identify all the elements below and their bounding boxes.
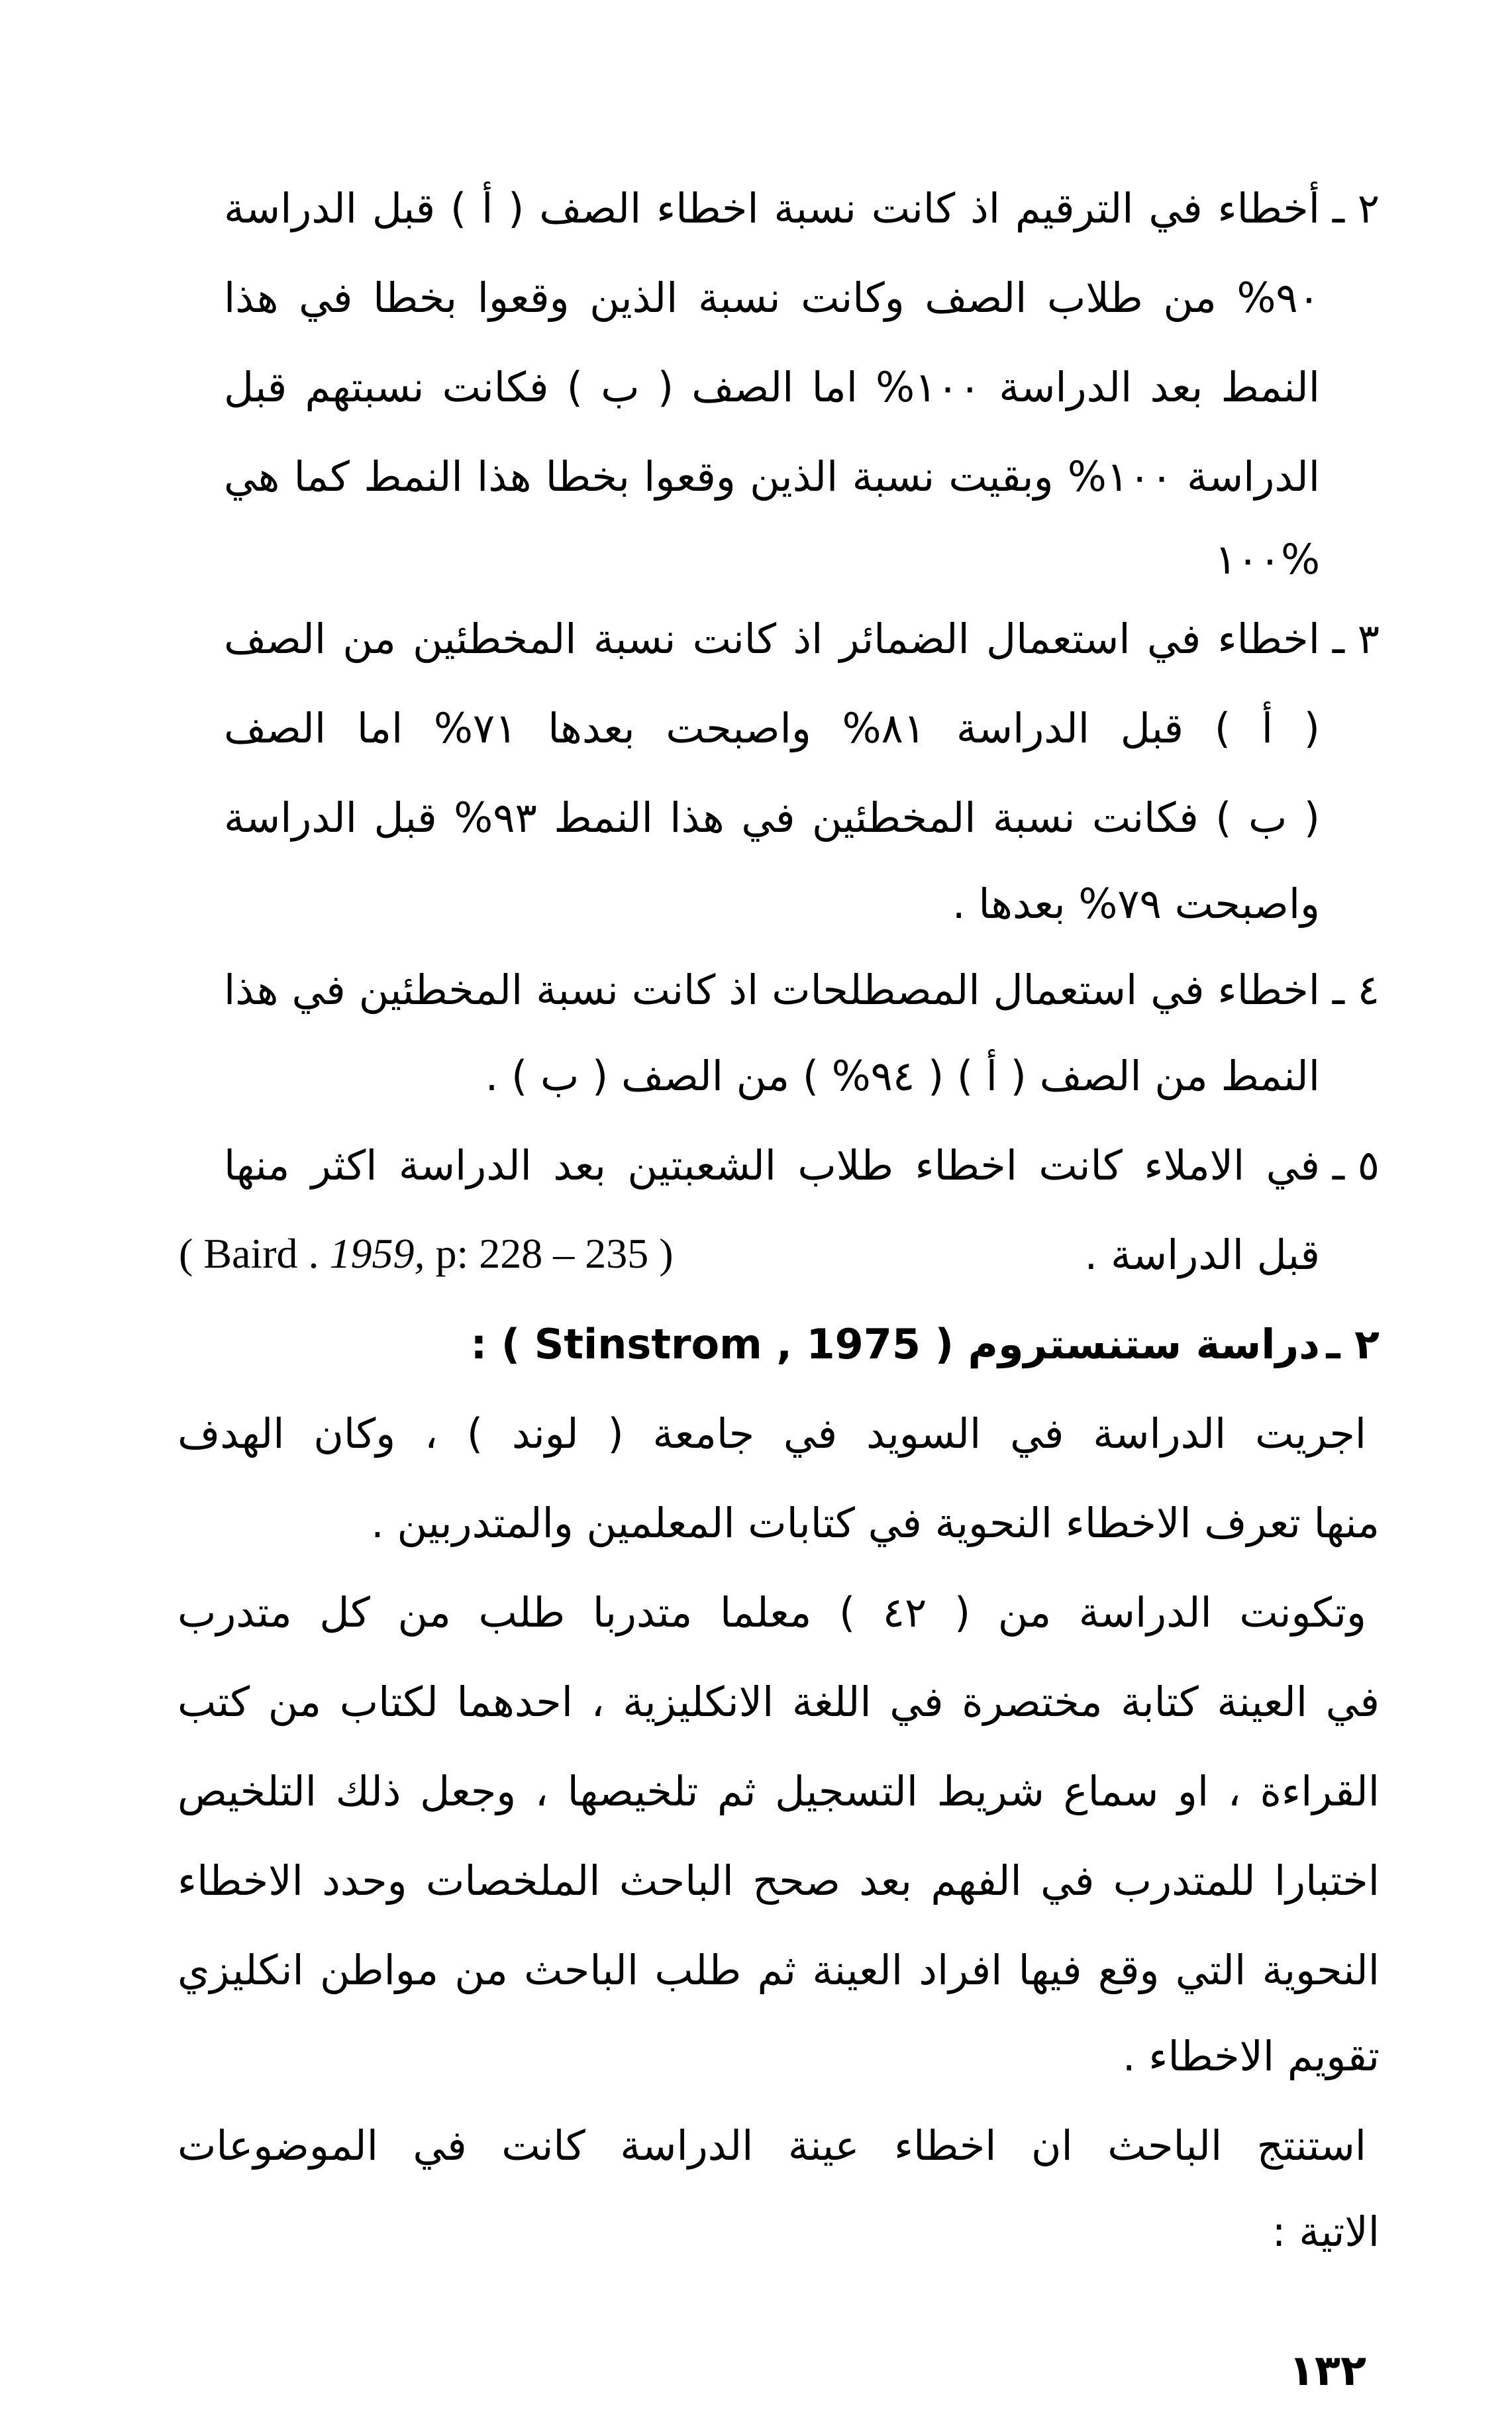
paragraph-line: تقويم الاخطاء . xyxy=(1122,2032,1380,2080)
item-line: ٩٠% من طلاب الصف وكانت نسبة الذين وقعوا بخطا في هذا xyxy=(224,274,1320,322)
paragraph-line: منها تعرف الاخطاء النحوية في كتابات المعلمين والمتدربين . xyxy=(371,1499,1380,1547)
item-line: ( ب ) فكانت نسبة المخطئين في هذا النمط ٩٣% قبل الدراسة xyxy=(224,793,1320,842)
item-line: اخطاء في استعمال الضمائر اذ كانت نسبة المخطئين من الصف xyxy=(224,615,1320,663)
item-line: النمط من الصف ( أ ) ( ٩٤% ) من الصف ( ب ) . xyxy=(485,1052,1320,1100)
paragraph-line: استنتج الباحث ان اخطاء عينة الدراسة كانت في الموضوعات xyxy=(177,2121,1366,2170)
citation xyxy=(179,1224,674,1284)
paragraph-line: القراءة ، او سماع شريط التسجيل ثم تلخيصها ، وجعل ذلك التلخيص xyxy=(177,1767,1380,1815)
item-line: أخطاء في الترقيم اذ كانت نسبة اخطاء الصف ( أ ) قبل الدراسة xyxy=(224,184,1320,232)
citation-open: ( Baird . xyxy=(179,1230,330,1277)
item-line: واصبحت ٧٩% بعدها . xyxy=(952,880,1320,928)
citation-year: 1959, xyxy=(329,1230,425,1277)
paragraph-line: الاتية : xyxy=(1272,2207,1380,2256)
paragraph-line: وتكونت الدراسة من ( ٤٢ ) معلما متدربا طلب من كل متدرب xyxy=(177,1588,1366,1637)
item-line: اخطاء في استعمال المصطلحات اذ كانت نسبة المخطئين في هذا xyxy=(224,966,1320,1014)
item-number: ٥ ـ xyxy=(1332,1141,1380,1190)
item-number: ٢ ـ xyxy=(1332,184,1380,232)
paragraph-line: في العينة كتابة مختصرة في اللغة الانكليزية ، احدهما لكتاب من كتب xyxy=(177,1678,1380,1726)
item-line: في الاملاء كانت اخطاء طلاب الشعبتين بعد الدراسة اكثر منها xyxy=(224,1141,1320,1190)
paragraph-line: النحوية التي وقع فيها افراد العينة ثم طلب الباحث من مواطن انكليزي xyxy=(177,1946,1380,1994)
citation-pages: p: 228 – 235 ) xyxy=(425,1230,674,1277)
heading-number: ٢ ـ xyxy=(1326,1320,1380,1368)
item-line: النمط بعد الدراسة ١٠٠% اما الصف ( ب ) فكانت نسبتهم قبل xyxy=(224,363,1320,411)
item-line: ( أ ) قبل الدراسة ٨١% واصبحت بعدها ٧١% اما الصف xyxy=(224,704,1320,752)
item-line: الدراسة ١٠٠% وبقيت نسبة الذين وقعوا بخطا هذا النمط كما هي xyxy=(224,452,1320,501)
paragraph-line: اجريت الدراسة في السويد في جامعة ( لوند ) ، وكان الهدف xyxy=(177,1409,1366,1458)
section-heading: دراسة ستنستروم ( Stinstrom , 1975 ) : xyxy=(470,1320,1320,1368)
item-line: ١٠٠% xyxy=(1215,535,1320,583)
page-number: ١٣٢ xyxy=(1288,2347,1366,2396)
item-line: قبل الدراسة . xyxy=(1084,1231,1320,1279)
item-number: ٤ ـ xyxy=(1332,966,1380,1014)
item-number: ٣ ـ xyxy=(1332,615,1380,663)
paragraph-line: اختبارا للمتدرب في الفهم بعد صحح الباحث الملخصات وحدد الاخطاء xyxy=(177,1856,1380,1905)
